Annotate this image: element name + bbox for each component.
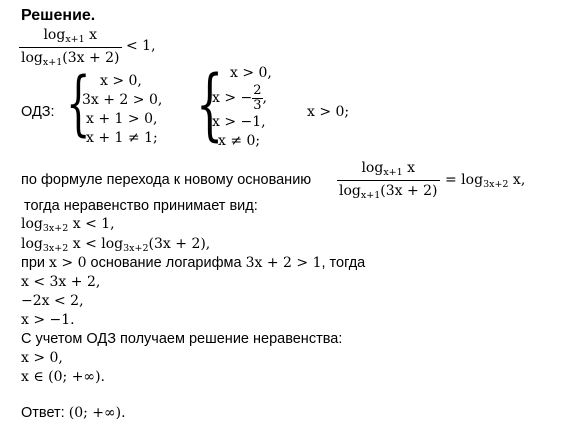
formula-fraction — [337, 159, 440, 202]
formula-text: по формуле перехода к новому основанию — [21, 172, 312, 188]
line-step-2: −2x < 2, — [21, 293, 84, 309]
line-result-2: x ∈ (0; +∞). — [21, 369, 105, 385]
formula-result: = $\log_{3x+2} x$, — [445, 172, 526, 190]
odz-label: ОДЗ: — [21, 104, 55, 120]
line-log-1: $\log_{3x+2} x < 1$, — [21, 216, 115, 234]
line-result-1: x > 0, — [21, 350, 63, 366]
odz2-cond-4: x ≠ 0; — [218, 133, 261, 149]
odz-result: x > 0; — [307, 104, 350, 120]
odz2-cond-2: x > − $\frac{2}{3}$ , — [212, 82, 267, 113]
inequality-numerator: $\log_{x+1} x$ — [19, 26, 122, 48]
odz-cond-1: x > 0, — [100, 73, 142, 89]
odz-brace-2: { — [196, 60, 224, 150]
answer-value: (0; +∞). — [68, 405, 126, 421]
inequality-denominator: $\log_{x+1}(3x + 2)$ — [21, 50, 120, 68]
odz-system-1 — [82, 72, 162, 148]
line-odz-note: С учетом ОДЗ получаем решение неравенства: — [21, 331, 343, 347]
odz-system-2 — [212, 64, 272, 151]
inequality-tail: < 1, — [126, 38, 156, 54]
odz-cond-4: x + 1 ≠ 1; — [86, 130, 158, 146]
odz-brace-1: { — [66, 62, 91, 144]
formula-denominator: $\log_{x+1}(3x + 2)$ — [339, 183, 438, 201]
answer-line — [21, 404, 126, 422]
two-thirds-fraction: $\frac{2}{3}$ — [253, 82, 262, 113]
odz-cond-2: 3x + 2 > 0, — [82, 92, 163, 108]
odz2-cond-3: x > −1, — [212, 114, 266, 130]
odz2-cond-1: x > 0, — [230, 65, 272, 81]
formula-numerator: $\log_{x+1} x$ — [337, 159, 440, 181]
line-base: при x > 0 основание логарифма 3x + 2 > 1, тогда — [21, 255, 366, 271]
odz-cond-3: x + 1 > 0, — [86, 111, 158, 127]
line-step-3: x > −1. — [21, 312, 75, 328]
answer-label: Ответ: — [21, 405, 69, 421]
heading: Решение. — [21, 7, 96, 24]
line-step-1: x < 3x + 2, — [21, 274, 101, 290]
line-then: тогда неравенство принимает вид: — [24, 198, 258, 214]
line-log-2: $\log_{3x+2} x < \log_{3x+2}(3x + 2)$, — [21, 236, 211, 254]
